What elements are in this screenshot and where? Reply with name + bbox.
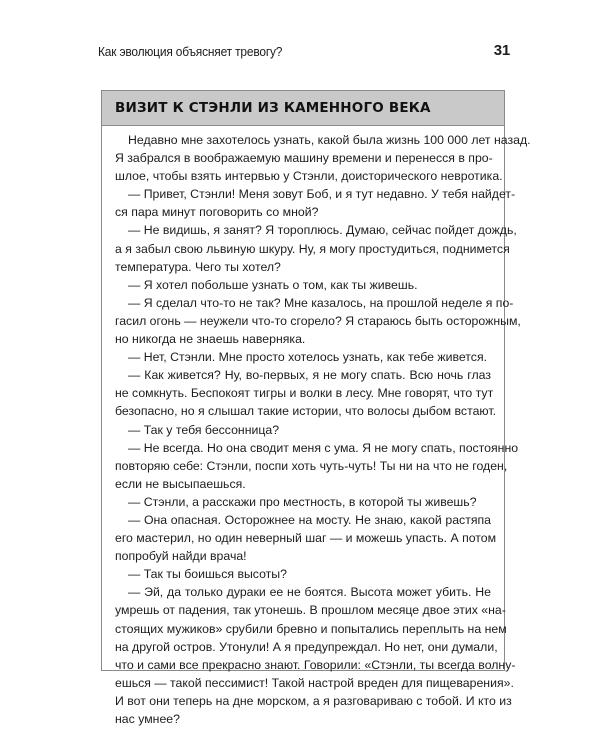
text-line: — Не видишь, я занят? Я тороплюсь. Думаю, сейчас пойдет дождь, bbox=[128, 223, 517, 238]
paragraph bbox=[115, 511, 497, 565]
sidebar-box bbox=[101, 90, 531, 726]
paragraph bbox=[115, 131, 531, 185]
chapter-title: Как эволюция объясняет тревогу? bbox=[98, 44, 283, 59]
text-line: стоящих мужиков» срубили бревно и попытались переплыть на нем bbox=[115, 621, 507, 636]
text-line: — Не всегда. Но она сводит меня с ума. Я не могу спать, постоянно bbox=[128, 440, 519, 455]
text-line: — Так у тебя бессонница? bbox=[128, 422, 280, 437]
text-line: безопасно, но я слышал такие истории, что волосы дыбом встают. bbox=[115, 404, 497, 419]
text-line: что и сами все прекрасно знают. Говорили: «Стэнли, ты всегда волну- bbox=[115, 657, 516, 672]
paragraph bbox=[115, 348, 491, 366]
text-line: если не высыпаешься. bbox=[115, 476, 246, 491]
text-line: — Я хотел побольше узнать о том, как ты живешь. bbox=[128, 277, 418, 292]
text-line: попробуй найди врача! bbox=[115, 549, 247, 564]
text-line: умрешь от падения, так утонешь. В прошлом месяце двое этих «на- bbox=[115, 603, 506, 618]
text-line: Я забрался в воображаемую машину времени и перенесся в про- bbox=[115, 151, 493, 166]
text-line: Недавно мне захотелось узнать, какой была жизнь 100 000 лет назад. bbox=[128, 133, 531, 147]
text-line: гасил огонь — неужели что-то сгорело? Я стараюсь быть осторожным, bbox=[115, 313, 521, 328]
running-head bbox=[98, 42, 510, 64]
text-line: не сомкнуть. Беспокоят тигры и волки в лесу. Мне говорят, что тут bbox=[115, 386, 494, 401]
text-line: — Эй, да только дураки ее не боятся. Высота может убить. Не bbox=[128, 585, 491, 600]
text-line: нас умнее? bbox=[115, 712, 180, 726]
text-line: на другой остров. Утонули! А я предупреждал. Но нет, они думали, bbox=[115, 639, 498, 654]
page-number: 31 bbox=[493, 42, 510, 59]
text-line: его мастерил, но один неверный шаг — и можешь упасть. А потом bbox=[115, 531, 497, 546]
paragraph bbox=[115, 366, 497, 420]
text-line: — Так ты боишься высоты? bbox=[128, 567, 287, 582]
text-line: — Привет, Стэнли! Меня зовут Боб, и я тут недавно. У тебя найдет- bbox=[128, 187, 516, 202]
text-line: — Стэнли, а расскажи про местность, в которой ты живешь? bbox=[128, 494, 477, 509]
text-line: — Она опасная. Осторожнее на мосту. Не знаю, какой растяпа bbox=[128, 512, 491, 527]
text-line: шлое, чтобы взять интервью у Стэнли, доисторического невротика. bbox=[115, 169, 503, 184]
text-line: ешься — такой пессимист! Такой настрой вреден для пищеварения». bbox=[115, 675, 514, 690]
text-line: И вот они теперь на дне морском, а я разговариваю с тобой. И кто из bbox=[115, 693, 512, 708]
paragraph bbox=[115, 493, 491, 511]
paragraph bbox=[115, 439, 519, 493]
text-line: — Как живется? Ну, во-первых, я не могу спать. Всю ночь глаз bbox=[128, 368, 491, 383]
box-body bbox=[102, 126, 531, 728]
paragraph bbox=[115, 421, 491, 439]
paragraph bbox=[115, 583, 516, 728]
box-heading: ВИЗИТ К СТЭНЛИ ИЗ КАМЕННОГО ВЕКА bbox=[102, 91, 504, 126]
text-line: — Нет, Стэнли. Мне просто хотелось узнать, как тебе живется. bbox=[128, 350, 488, 365]
paragraph bbox=[115, 221, 517, 275]
text-line: а я забыл свою львиную шкуру. Ну, я могу простудиться, поднимется bbox=[115, 241, 510, 256]
text-line: ся пара минут поговорить со мной? bbox=[115, 205, 319, 220]
paragraph bbox=[115, 185, 516, 221]
text-line: температура. Чего ты хотел? bbox=[115, 259, 281, 274]
text-line: повторяю себе: Стэнли, поспи хоть чуть-чуть! Ты ни на что не годен, bbox=[115, 458, 508, 473]
paragraph bbox=[115, 276, 491, 294]
paragraph bbox=[115, 294, 521, 348]
text-line: но никогда не знаешь наверняка. bbox=[115, 332, 306, 347]
text-line: — Я сделал что-то не так? Мне казалось, на прошлой неделе я по- bbox=[128, 295, 514, 310]
paragraph bbox=[115, 565, 491, 583]
